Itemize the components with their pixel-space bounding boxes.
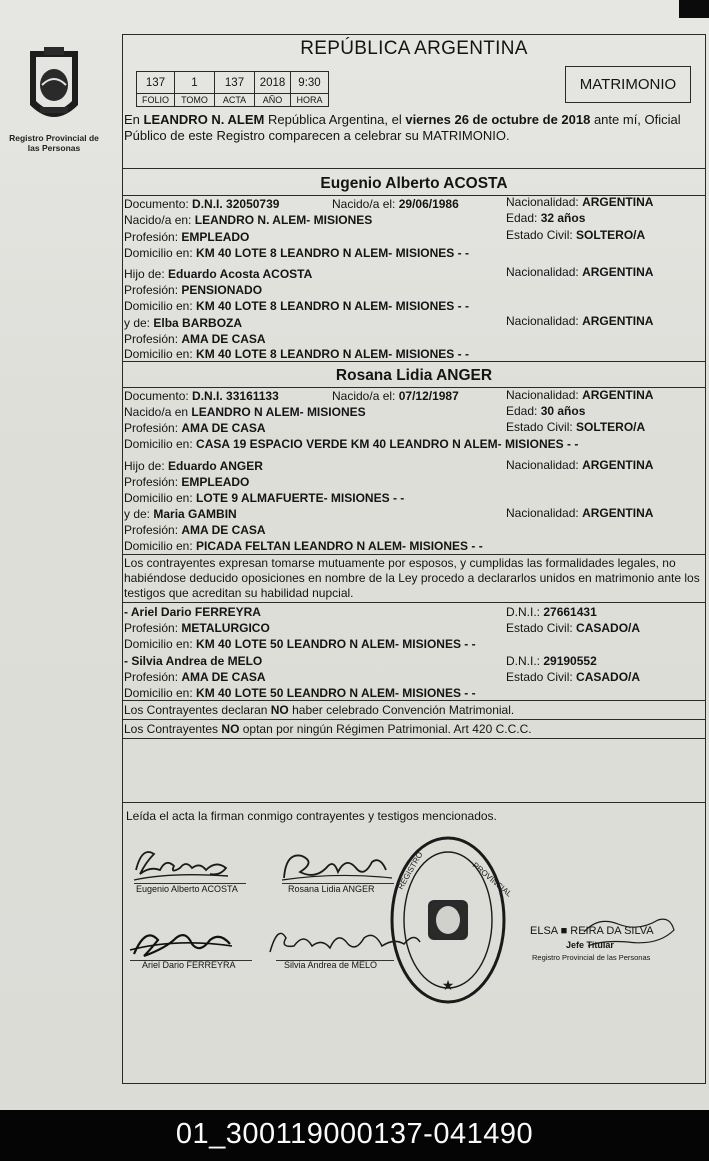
- svg-text:★: ★: [441, 977, 455, 993]
- convention-line: Los Contrayentes declaran NO haber celebrado Convención Matrimonial.: [124, 703, 515, 717]
- acta-value: 137: [215, 72, 255, 94]
- witness1-address: Domicilio en: KM 40 LOTE 50 LEANDRO N ALEM- MISIONES - -: [124, 637, 476, 651]
- divider: [122, 719, 706, 720]
- bride-birthplace: Nacido/a en LEANDRO N ALEM- MISIONES: [124, 405, 366, 419]
- intro-prefix: En: [124, 112, 140, 127]
- intro-date: viernes 26 de octubre de 2018: [405, 112, 591, 127]
- divider: [122, 700, 706, 701]
- bride-signature-caption: Rosana Lidia ANGER: [288, 884, 375, 894]
- witness1-signature-caption: Ariel Dario FERREYRA: [142, 960, 236, 970]
- official-stamp-icon: [384, 830, 514, 1010]
- groom-father-nationality: Nacionalidad: ARGENTINA: [506, 265, 654, 279]
- bride-father: Hijo de: Eduardo ANGER: [124, 459, 263, 473]
- bride-name-heading: Rosana Lidia ANGER: [335, 367, 493, 384]
- time-value: 9:30: [291, 72, 329, 94]
- groom-mother-nationality: Nacionalidad: ARGENTINA: [506, 314, 654, 328]
- svg-text:REGISTRO: REGISTRO: [395, 850, 425, 891]
- divider: [122, 602, 706, 603]
- witness1-name: - Ariel Dario FERREYRA: [124, 605, 261, 619]
- bride-doc: Documento: D.N.I. 33161133: [124, 389, 279, 403]
- groom-doc: Documento: D.N.I. 32050739: [124, 197, 280, 211]
- divider: [122, 554, 706, 555]
- tomo-label: TOMO: [175, 94, 215, 107]
- witness2-address: Domicilio en: KM 40 LOTE 50 LEANDRO N ALEM- MISIONES - -: [124, 686, 476, 700]
- groom-mother-profession: Profesión: AMA DE CASA: [124, 332, 266, 346]
- officer-name: ELSA ■ REIRA DA SILVA: [530, 925, 654, 937]
- closing-statement: Leída el acta la firman conmigo contrayentes y testigos mencionados.: [126, 809, 497, 823]
- act-type-box: MATRIMONIO: [565, 66, 691, 103]
- divider: [122, 802, 706, 803]
- bride-nationality: Nacionalidad: ARGENTINA: [506, 388, 654, 402]
- groom-mother: y de: Elba BARBOZA: [124, 316, 243, 330]
- groom-name-heading: Eugenio Alberto ACOSTA: [320, 175, 508, 192]
- tomo-value: 1: [175, 72, 215, 94]
- intro-place: LEANDRO N. ALEM: [143, 112, 265, 127]
- reference-table: [136, 71, 329, 107]
- groom-father-address: Domicilio en: KM 40 LOTE 8 LEANDRO N ALEM- MISIONES - -: [124, 299, 469, 313]
- witness1-dni: D.N.I.: 27661431: [506, 605, 597, 619]
- bride-age: Edad: 30 años: [506, 404, 586, 418]
- groom-profession: Profesión: EMPLEADO: [124, 230, 250, 244]
- divider: [122, 361, 706, 362]
- groom-age: Edad: 32 años: [506, 211, 586, 225]
- bride-father-address: Domicilio en: LOTE 9 ALMAFUERTE- MISIONES - -: [124, 491, 405, 505]
- bride-profession: Profesión: AMA DE CASA: [124, 421, 266, 435]
- groom-father: Hijo de: Eduardo Acosta ACOSTA: [124, 267, 313, 281]
- patrimonial-regime-line: Los Contrayentes NO optan por ningún Régimen Patrimonial. Art 420 C.C.C.: [124, 722, 532, 736]
- groom-nationality: Nacionalidad: ARGENTINA: [506, 195, 654, 209]
- witness2-dni: D.N.I.: 29190552: [506, 654, 597, 668]
- bride-address: Domicilio en: CASA 19 ESPACIO VERDE KM 40 LEANDRO N ALEM- MISIONES - -: [124, 437, 579, 451]
- scan-edge: [679, 0, 709, 18]
- bride-born: Nacido/a el: 07/12/1987: [332, 389, 459, 403]
- groom-father-profession: Profesión: PENSIONADO: [124, 283, 263, 297]
- witness2-civil-status: Estado Civil: CASADO/A: [506, 670, 641, 684]
- year-label: AÑO: [255, 94, 291, 107]
- year-value: 2018: [255, 72, 291, 94]
- intro-paragraph: [124, 112, 704, 144]
- officer-role: Jefe Titular: [566, 940, 614, 950]
- witness2-name: - Silvia Andrea de MELO: [124, 654, 263, 668]
- bride-mother-nationality: Nacionalidad: ARGENTINA: [506, 506, 654, 520]
- acta-label: ACTA: [215, 94, 255, 107]
- page-title: REPÚBLICA ARGENTINA: [300, 38, 528, 59]
- bride-father-profession: Profesión: EMPLEADO: [124, 475, 250, 489]
- officer-office: Registro Provincial de las Personas: [532, 953, 651, 962]
- groom-born: Nacido/a el: 29/06/1986: [332, 197, 459, 211]
- folio-label: FOLIO: [137, 94, 175, 107]
- divider: [122, 168, 706, 169]
- document-id-footer: 01_300119000137-041490: [0, 1110, 709, 1161]
- svg-text:PROVINCIAL: PROVINCIAL: [470, 860, 514, 899]
- folio-value: 137: [137, 72, 175, 94]
- bride-civil-status: Estado Civil: SOLTERO/A: [506, 420, 646, 434]
- witness2-profession: Profesión: AMA DE CASA: [124, 670, 266, 684]
- groom-birthplace: Nacido/a en: LEANDRO N. ALEM- MISIONES: [124, 213, 373, 227]
- bride-mother-profession: Profesión: AMA DE CASA: [124, 523, 266, 537]
- bride-mother-address: Domicilio en: PICADA FELTAN LEANDRO N ALEM- MISIONES - -: [124, 539, 483, 553]
- groom-mother-address: Domicilio en: KM 40 LOTE 8 LEANDRO N ALEM- MISIONES - -: [124, 347, 469, 361]
- registry-caption: Registro Provincial de las Personas: [9, 133, 99, 153]
- provincial-seal-icon: [20, 45, 88, 129]
- witness2-signature-caption: Silvia Andrea de MELO: [284, 960, 378, 970]
- witness1-profession: Profesión: METALURGICO: [124, 621, 270, 635]
- groom-signature-caption: Eugenio Alberto ACOSTA: [136, 884, 238, 894]
- time-label: HORA: [291, 94, 329, 107]
- bride-mother: y de: Maria GAMBIN: [124, 507, 237, 521]
- bride-father-nationality: Nacionalidad: ARGENTINA: [506, 458, 654, 472]
- groom-address: Domicilio en: KM 40 LOTE 8 LEANDRO N ALEM- MISIONES - -: [124, 246, 469, 260]
- divider: [122, 738, 706, 739]
- groom-civil-status: Estado Civil: SOLTERO/A: [506, 228, 646, 242]
- witness1-civil-status: Estado Civil: CASADO/A: [506, 621, 641, 635]
- intro-mid: República Argentina, el: [268, 112, 402, 127]
- intro-suffix: ante mí, Oficial Público de este Registro comparecen a celebrar su MATRIMONIO.: [124, 112, 681, 143]
- declaration-paragraph: Los contrayentes expresan tomarse mutuamente por esposos, y cumplidas las formalidades legales, no habiéndose deducido oposiciones en nombre de la Ley procedo a declararlos unidos en matrimonio ante los testigos que acreditan su habilidad nupcial.: [124, 556, 700, 600]
- witness1-signature: [126, 920, 236, 964]
- officer-signature: [578, 912, 678, 956]
